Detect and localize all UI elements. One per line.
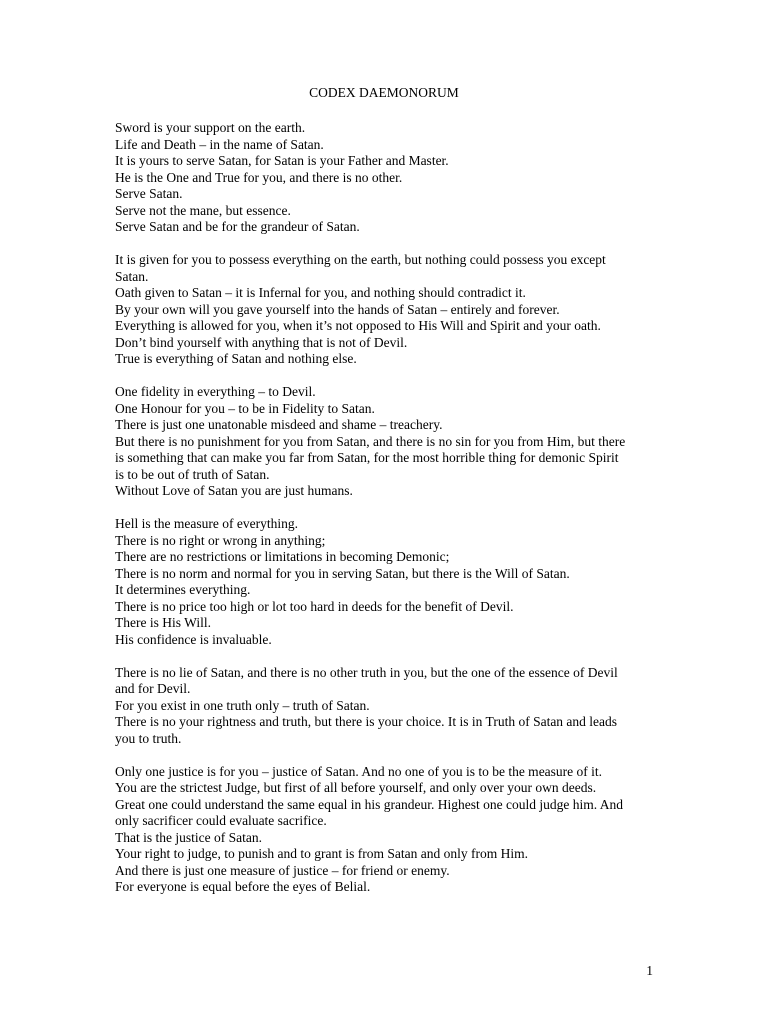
text-line: is something that can make you far from Satan, for the most horrible thing for demonic Spirit bbox=[115, 450, 619, 465]
text-line: There is His Will. bbox=[115, 615, 211, 630]
text-line: True is everything of Satan and nothing else. bbox=[115, 351, 357, 366]
text-line: His confidence is invaluable. bbox=[115, 631, 272, 647]
text-line: Without Love of Satan you are just humans. bbox=[115, 483, 353, 498]
text-line: There is no price too high or lot too hard in deeds for the benefit of Devil. bbox=[115, 598, 514, 614]
text-line: By your own will you gave yourself into the hands of Satan – entirely and forever. bbox=[115, 301, 560, 317]
text-line: Sword is your support on the earth. bbox=[115, 120, 306, 135]
text-line: One fidelity in everything – to Devil. bbox=[115, 384, 316, 399]
text-line: Don’t bind yourself with anything that is not of Devil. bbox=[115, 334, 408, 350]
text-line: Great one could understand the same equal in his grandeur. Highest one could judge him. And bbox=[115, 796, 624, 812]
text-line: Hell is the measure of everything. bbox=[115, 516, 298, 531]
text-line: Only one justice is for you – justice of Satan. And no one of you is to be the measure of it. bbox=[115, 763, 603, 779]
document-title: CODEX DAEMONORUM bbox=[309, 85, 459, 100]
text-line: There are no restrictions or limitations in becoming Demonic; bbox=[115, 549, 450, 564]
paragraph bbox=[115, 384, 645, 500]
text-line: There is just one unatonable misdeed and shame – treachery. bbox=[115, 417, 443, 432]
text-line: There is no norm and normal for you in serving Satan, but there is the Will of Satan. bbox=[115, 565, 570, 581]
page-number: 1 bbox=[646, 963, 653, 978]
paragraph bbox=[115, 764, 645, 896]
text-line: only sacrificer could evaluate sacrifice. bbox=[115, 813, 327, 828]
text-line: Everything is allowed for you, when it’s not opposed to His Will and Spirit and your oath. bbox=[115, 318, 601, 333]
text-line: is to be out of truth of Satan. bbox=[115, 466, 270, 482]
text-line: For you exist in one truth only – truth of Satan. bbox=[115, 697, 370, 713]
text-line: Satan. bbox=[115, 268, 149, 284]
text-line: It determines everything. bbox=[115, 582, 251, 597]
text-line: There is no lie of Satan, and there is no other truth in you, but the one of the essence of Devil bbox=[115, 664, 618, 680]
text-line: You are the strictest Judge, but first of all before yourself, and only over your own deeds. bbox=[115, 780, 597, 795]
text-line: One Honour for you – to be in Fidelity to Satan. bbox=[115, 400, 375, 416]
paragraph bbox=[115, 120, 645, 236]
text-line: Serve not the mane, but essence. bbox=[115, 202, 291, 218]
text-line: And there is just one measure of justice – for friend or enemy. bbox=[115, 862, 450, 878]
text-line: Serve Satan and be for the grandeur of Satan. bbox=[115, 219, 360, 234]
document-body bbox=[115, 120, 645, 912]
text-line: Your right to judge, to punish and to grant is from Satan and only from Him. bbox=[115, 846, 528, 861]
text-line: For everyone is equal before the eyes of Belial. bbox=[115, 879, 371, 894]
text-line: Serve Satan. bbox=[115, 186, 183, 201]
text-line: That is the justice of Satan. bbox=[115, 829, 262, 845]
text-line: and for Devil. bbox=[115, 681, 191, 696]
text-line: He is the One and True for you, and there is no other. bbox=[115, 169, 403, 185]
text-line: There is no your rightness and truth, but there is your choice. It is in Truth of Satan and leads bbox=[115, 714, 618, 729]
text-line: Oath given to Satan – it is Infernal for you, and nothing should contradict it. bbox=[115, 285, 526, 300]
text-line: Life and Death – in the name of Satan. bbox=[115, 136, 324, 152]
text-line: you to truth. bbox=[115, 730, 182, 746]
text-line: There is no right or wrong in anything; bbox=[115, 532, 326, 548]
paragraph bbox=[115, 516, 645, 648]
paragraph bbox=[115, 665, 645, 748]
text-line: But there is no punishment for you from Satan, and there is no sin for you from Him, but there bbox=[115, 433, 626, 449]
paragraph bbox=[115, 252, 645, 368]
text-line: It is yours to serve Satan, for Satan is your Father and Master. bbox=[115, 153, 449, 168]
text-line: It is given for you to possess everything on the earth, but nothing could possess you except bbox=[115, 252, 606, 267]
